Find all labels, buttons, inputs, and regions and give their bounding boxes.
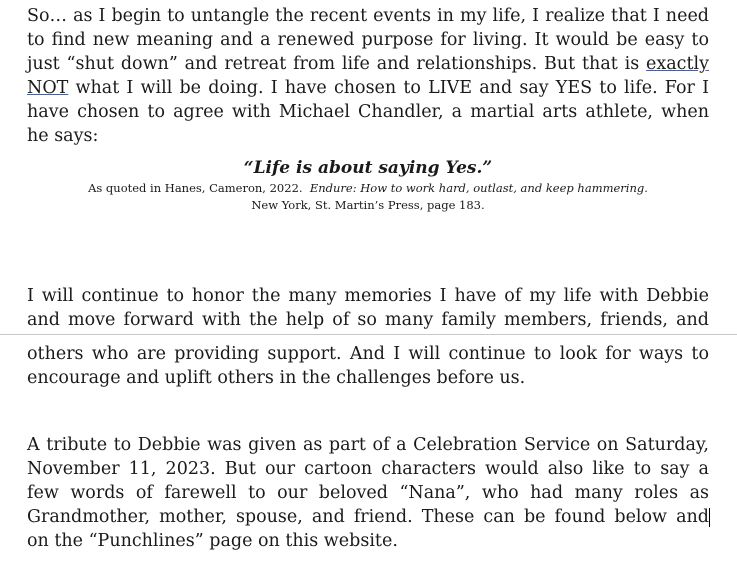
text-line: have chosen to agree with Michael Chandler, a martial arts athlete, when: [27, 102, 709, 122]
text-line: [27, 505, 709, 529]
text-line: [27, 76, 709, 100]
page-break-divider: [0, 334, 737, 335]
text-line: A tribute to Debbie was given as part of a Celebration Service on Saturday,: [27, 435, 709, 455]
text-line: November 11, 2023. But our cartoon characters would also like to say a: [27, 459, 709, 479]
text-segment: what I will be doing. I have chosen to LIVE and say YES to life. For I: [75, 78, 709, 98]
text-line: I will continue to honor the many memories I have of my life with Debbie: [27, 286, 709, 306]
citation-line: [27, 180, 709, 197]
text-segment: Grandmother, mother, spouse, and friend. These can be found below and: [27, 507, 709, 527]
text-line: [27, 52, 709, 76]
quote-block: [27, 157, 709, 214]
text-line: few words of farewell to our beloved “Nana”, who had many roles as: [27, 483, 709, 503]
text-cursor: [709, 508, 710, 527]
underlined-word: NOT: [27, 78, 69, 98]
text-line: So… as I begin to untangle the recent events in my life, I realize that I need: [27, 6, 709, 26]
text-segment: just “shut down” and retreat from life and relationships. But that is: [27, 54, 640, 74]
text-line: he says:: [27, 126, 99, 146]
text-line: others who are providing support. And I will continue to look for ways to: [27, 344, 709, 364]
text-line: on the “Punchlines” page on this website.: [27, 531, 398, 551]
text-line: encourage and uplift others in the challenges before us.: [27, 368, 526, 388]
quote-text: “Life is about saying Yes.”: [243, 158, 493, 178]
citation-book: Endure: How to work hard, outlast, and keep hammering.: [309, 181, 648, 195]
intro-paragraph[interactable]: [27, 4, 709, 148]
underlined-word: exactly: [646, 54, 709, 74]
tribute-paragraph[interactable]: [27, 433, 709, 553]
text-line: to find new meaning and a renewed purpose for living. It would be easy to: [27, 30, 709, 50]
honor-paragraph-part2[interactable]: [27, 342, 709, 390]
honor-paragraph-part1[interactable]: [27, 284, 709, 332]
text-line: and move forward with the help of so many family members, friends, and: [27, 310, 709, 330]
citation-line-2: New York, St. Martin’s Press, page 183.: [251, 198, 485, 212]
citation-prefix: As quoted in Hanes, Cameron, 2022.: [88, 181, 303, 195]
